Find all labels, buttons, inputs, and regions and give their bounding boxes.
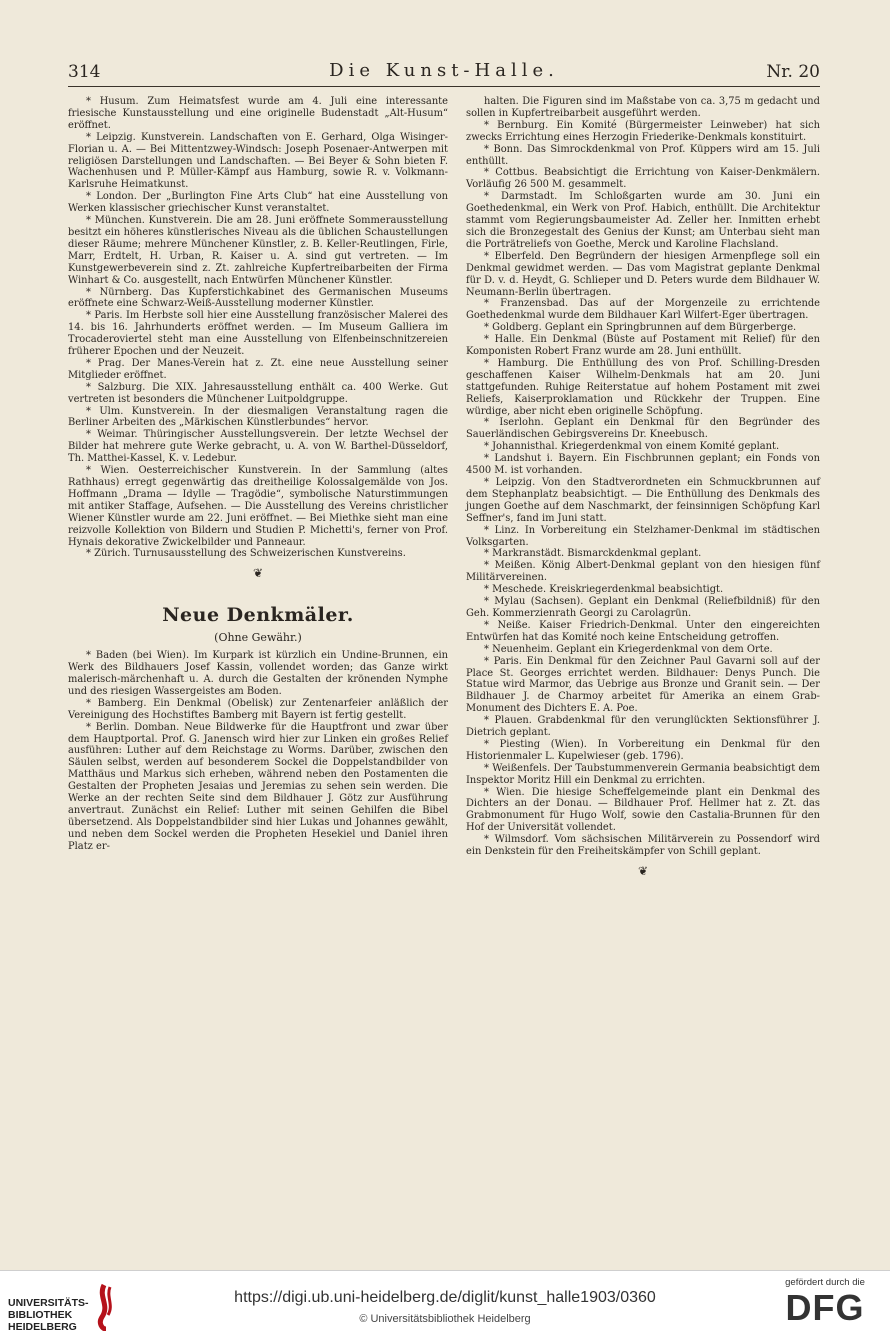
- paragraph: * Berlin. Domban. Neue Bildwerke für die Hauptfront und zwar über dem Hauptportal. Prof. G. Janensch wird hier zur Linken ein großes Relief ausführen: Luther auf dem Reichstage zu Worms. Darüber, zwischen den Säulen selbst, werden auf besonderem Sockel die Doppelstandbilder von Matthäus und Markus sich erheben, während neben den Postamenten die Gestalten der Propheten Jesaias und Jeremias zu sehen sein werden. Die Werke an der rechten Seite sind dem Bildhauer J. Götz zur Ausführung anvertraut. Zunächst ein Relief: Luther mit seinen Gehilfen die Bibel übersetzend. Als Doppelstandbilder sind hier Lukas und Johannes gewählt, und neben dem Sockel werden die Propheten Hesekiel und Daniel ihren Platz er-: [68, 721, 448, 852]
- paragraph: * Ulm. Kunstverein. In der diesmaligen Veranstaltung ragen die Berliner Arbeiten des „Märkischen Künstlerbundes“ hervor.: [68, 405, 448, 429]
- page-number: 314: [68, 62, 101, 82]
- paragraph: * Johannisthal. Kriegerdenkmal von einem Komité geplant.: [484, 441, 780, 453]
- section-subtitle: (Ohne Gewähr.): [214, 631, 302, 645]
- left-paragraphs: [68, 96, 448, 560]
- right-paragraphs: [466, 96, 820, 858]
- paragraph: * Franzensbad. Das auf der Morgenzeile zu errichtende Goethedenkmal wurde dem Bildhauer Karl Wilfert-Eger übertragen.: [466, 298, 820, 322]
- permalink-url[interactable]: https://digi.ub.uni-heidelberg.de/diglit/kunst_halle1903/0360: [234, 1289, 656, 1306]
- header-rule: [68, 86, 820, 87]
- page-header: [68, 58, 820, 86]
- section-title: Neue Denkmäler.: [162, 604, 354, 627]
- paragraph: * Goldberg. Geplant ein Springbrunnen auf dem Bürgerberge.: [484, 322, 797, 334]
- dfg-logo[interactable]: [770, 1277, 880, 1337]
- right-column: [466, 96, 820, 884]
- ornament: ❦: [637, 864, 649, 878]
- paragraph: * Halle. Ein Denkmal (Büste auf Postament mit Relief) für den Komponisten Robert Franz wurde am 28. Juni enthüllt.: [466, 334, 820, 358]
- paragraph: halten. Die Figuren sind im Maßstabe von ca. 3,75 m gedacht und sollen in Kupfertreibarbeit ausgeführt werden.: [466, 96, 820, 119]
- paragraph: * Leipzig. Kunstverein. Landschaften von E. Gerhard, Olga Wisinger-Florian u. A. — Bei Mittentzwey-Windsch: Joseph Posenaer-Antwerpen mit religiösen Darstellungen und Landschaften. — Bei Beyer & Sohn bieten F. Wachenhusen und P. Müller-Kämpf aus Hamburg, sowie R. v. Volkmann-Karlsruhe Heimatkunst.: [68, 131, 448, 191]
- paragraph: * Linz. In Vorbereitung ein Stelzhamer-Denkmal im städtischen Volksgarten.: [466, 524, 820, 548]
- issue-number: Nr. 20: [766, 62, 820, 82]
- left-paragraphs-monuments: [68, 650, 448, 852]
- paragraph: * Nürnberg. Das Kupferstichkabinet des Germanischen Museums eröffnete eine Schwarz-Weiß-Ausstellung moderner Künstler.: [68, 286, 448, 310]
- copyright-notice: © Universitätsbibliothek Heidelberg: [359, 1313, 531, 1325]
- funded-by-label: gefördert durch die: [785, 1277, 865, 1288]
- paragraph: * Markranstädt. Bismarckdenkmal geplant.: [484, 548, 702, 560]
- ornament: ❦: [252, 566, 264, 581]
- paragraph: * Plauen. Grabdenkmal für den verunglückten Sektionsführer J. Dietrich geplant.: [466, 715, 820, 739]
- paragraph: * Wilmsdorf. Vom sächsischen Militärverein zu Possendorf wird ein Denkstein für den Freiheitskämpfer von Schill geplant.: [466, 834, 820, 858]
- paragraph: * Landshut i. Bayern. Ein Fischbrunnen geplant; ein Fonds von 4500 M. ist vorhanden.: [466, 453, 820, 477]
- viewer-footer: [0, 1270, 890, 1341]
- paragraph: * Bonn. Das Simrockdenkmal von Prof. Küppers wird am 15. Juli enthüllt.: [466, 143, 820, 167]
- paragraph: * Prag. Der Manes-Verein hat z. Zt. eine neue Ausstellung seiner Mitglieder eröffnet.: [68, 357, 448, 381]
- paragraph: * Bernburg. Ein Komité (Bürgermeister Leinweber) hat sich zwecks Errichtung eines Herzogin Friederike-Denkmals konstituirt.: [466, 119, 820, 143]
- paragraph: * Baden (bei Wien). Im Kurpark ist kürzlich ein Undine-Brunnen, ein Werk des Bildhauers Josef Kassin, vollendet worden; das Ganze wirkt malerisch-märchenhaft u. A. durch die Gestalten der krönenden Nymphe und des riesigen Wassergeistes am Boden.: [68, 650, 448, 697]
- paragraph: * Paris. Im Herbste soll hier eine Ausstellung französischer Malerei des 14. bis 16. Jahrhunderts eröffnet werden. — Im Museum Galliera im Trocaderoviertel steht man eine Ausstellung von Elfenbeinschnitzereien früherer Epochen und der Neuzeit.: [68, 310, 448, 358]
- paragraph: * Paris. Ein Denkmal für den Zeichner Paul Gavarni soll auf der Place St. Georges errichtet werden. Bildhauer: Denys Punch. Die Statue wird Marmor, das Uebrige aus Bronze und Granit sein. — Der Bildhauer J. de Charmoy arbeitet für Amerika an einem Grab-Monument des Dichters E. A. Poe.: [466, 655, 820, 715]
- dfg-wordmark: DFG: [785, 1287, 865, 1328]
- paragraph: * Darmstadt. Im Schloßgarten wurde am 30. Juni ein Goethedenkmal, ein Werk von Prof. Habich, enthüllt. Die Architektur stammt vom Regierungsbaumeister Ad. Zeller her. Inmitten erhebt sich die Bronzegestalt des Genius der Kunst; am Unterbau sieht man die Porträtreliefs von Goethe, Merck und Karoline Flachsland.: [466, 191, 820, 250]
- paragraph: * München. Kunstverein. Die am 28. Juni eröffnete Sommerausstellung besitzt ein höheres künstlerisches Niveau als die üblichen Schaustellungen dieser Räume; mehrere Münchener Künstler, z. B. Keller-Reutlingen, Firle, Marr, Erdtelt, H. Urban, R. Kaiser u. A. sind gut vertreten. — Im Kunstgewerbeverein sind z. Zt. zahlreiche Kupfertreibarbeiten der Firma Winhart & Co. ausgestellt, nach Entwürfen Münchener Künstler.: [68, 215, 448, 286]
- paragraph: * Meschede. Kreiskriegerdenkmal beabsichtigt.: [484, 584, 724, 596]
- journal-title: Die Kunst-Halle.: [329, 60, 559, 81]
- paragraph: * Mylau (Sachsen). Geplant ein Denkmal (Reliefbildniß) für den Geh. Kommerzienrath Georgi zu Carolagrün.: [466, 596, 820, 619]
- paragraph: * Salzburg. Die XIX. Jahresausstellung enthält ca. 400 Werke. Gut vertreten ist besonders die Münchener Luitpoldgruppe.: [68, 381, 448, 405]
- paragraph: * Leipzig. Von den Stadtverordneten ein Schmuckbrunnen auf dem Stephanplatz beabsichtigt. — Die Enthüllung des Denkmals des jungen Goethe auf dem Naschmarkt, der feinsinnigen Schöpfung Karl Seffner's, fand im Juni statt.: [466, 477, 820, 524]
- paragraph: * Weimar. Thüringischer Ausstellungsverein. Der letzte Wechsel der Bilder hat mehrere gute Werke gebracht, u. A. von W. Barthel-Düsseldorf, Th. Matthei-Kassel, K. v. Ledebur.: [68, 429, 448, 465]
- paragraph: * Piesting (Wien). In Vorbereitung ein Denkmal für den Historienmaler L. Kupelwieser (geb. 1796).: [466, 738, 820, 762]
- paragraph: * Cottbus. Beabsichtigt die Errichtung von Kaiser-Denkmälern. Vorläufig 26 500 M. gesammelt.: [466, 167, 820, 191]
- paragraph: * Neuenheim. Geplant ein Kriegerdenkmal von dem Orte.: [484, 643, 773, 655]
- paragraph: * Zürich. Turnusausstellung des Schweizerischen Kunstvereins.: [86, 548, 406, 560]
- paragraph: * Elberfeld. Den Begründern der hiesigen Armenpflege soll ein Denkmal gewidmet werden. — Das vom Magistrat geplante Denkmal für D. v. d. Heydt, G. Schlieper und D. Peters wurde dem Bildhauer W. Neumann-Berlin übertragen.: [466, 250, 820, 298]
- paragraph: * Weißenfels. Der Taubstummenverein Germania beabsichtigt dem Inspektor Moritz Hill ein Denkmal zu errichten.: [466, 762, 820, 786]
- library-name: UNIVERSITÄTS- BIBLIOTHEK HEIDELBERG: [8, 1297, 89, 1333]
- paragraph: * Bamberg. Ein Denkmal (Obelisk) zur Zentenarfeier anläßlich der Vereinigung des Hochstiftes Bamberg mit Bayern ist fertig gestellt.: [68, 697, 448, 721]
- paragraph: * Husum. Zum Heimatsfest wurde am 4. Juli eine interessante friesische Kunstausstellung und eine originelle Budenstadt „Alt-Husum“ eröffnet.: [68, 96, 448, 131]
- paragraph: * London. Der „Burlington Fine Arts Club“ hat eine Ausstellung von Werken klassischer griechischer Kunst veranstaltet.: [68, 191, 448, 215]
- paragraph: * Iserlohn. Geplant ein Denkmal für den Begründer des Sauerländischen Gebirgsvereins Dr. Kneebusch.: [466, 417, 820, 441]
- left-column: [68, 96, 448, 853]
- paragraph: * Hamburg. Die Enthüllung des von Prof. Schilling-Dresden geschaffenen Kaiser Wilhelm-Denkmals hat am 20. Juni stattgefunden. Ruhige Reiterstatue auf hohem Postament mit zwei Reliefs, Kaiserproklamation und Rückkehr der Truppen. Eine würdige, aber nicht eben originelle Schöpfung.: [466, 357, 820, 417]
- paragraph: * Meißen. König Albert-Denkmal geplant von den hiesigen fünf Militärvereinen.: [466, 560, 820, 584]
- paragraph: * Wien. Oesterreichischer Kunstverein. In der Sammlung (altes Rathhaus) erregt gegenwärtig das dreitheilige Kolossalgemälde von Jos. Hoffmann „Drama — Idylle — Tragödie“, symbolische Naturstimmungen mit antiker Staffage, Aufsehen. — Die Ausstellung des Vereins christlicher Wiener Künstler wurde am 22. Juni eröffnet. — Bei Miethke sieht man eine reizvolle Kollektion von Bildern und Studien P. Michetti's, ferner von Prof. Hynais dekorative Zwickelbilder und Panneaur.: [68, 465, 448, 548]
- paragraph: * Neiße. Kaiser Friedrich-Denkmal. Unter den eingereichten Entwürfen hat das Komité noch keine Entscheidung getroffen.: [466, 619, 820, 643]
- paragraph: * Wien. Die hiesige Scheffelgemeinde plant ein Denkmal des Dichters an der Donau. — Bildhauer Prof. Hellmer hat z. Zt. das Grabmonument für Hugo Wolf, sowie den Castalia-Brunnen für den Hof der Universität vollendet.: [466, 786, 820, 834]
